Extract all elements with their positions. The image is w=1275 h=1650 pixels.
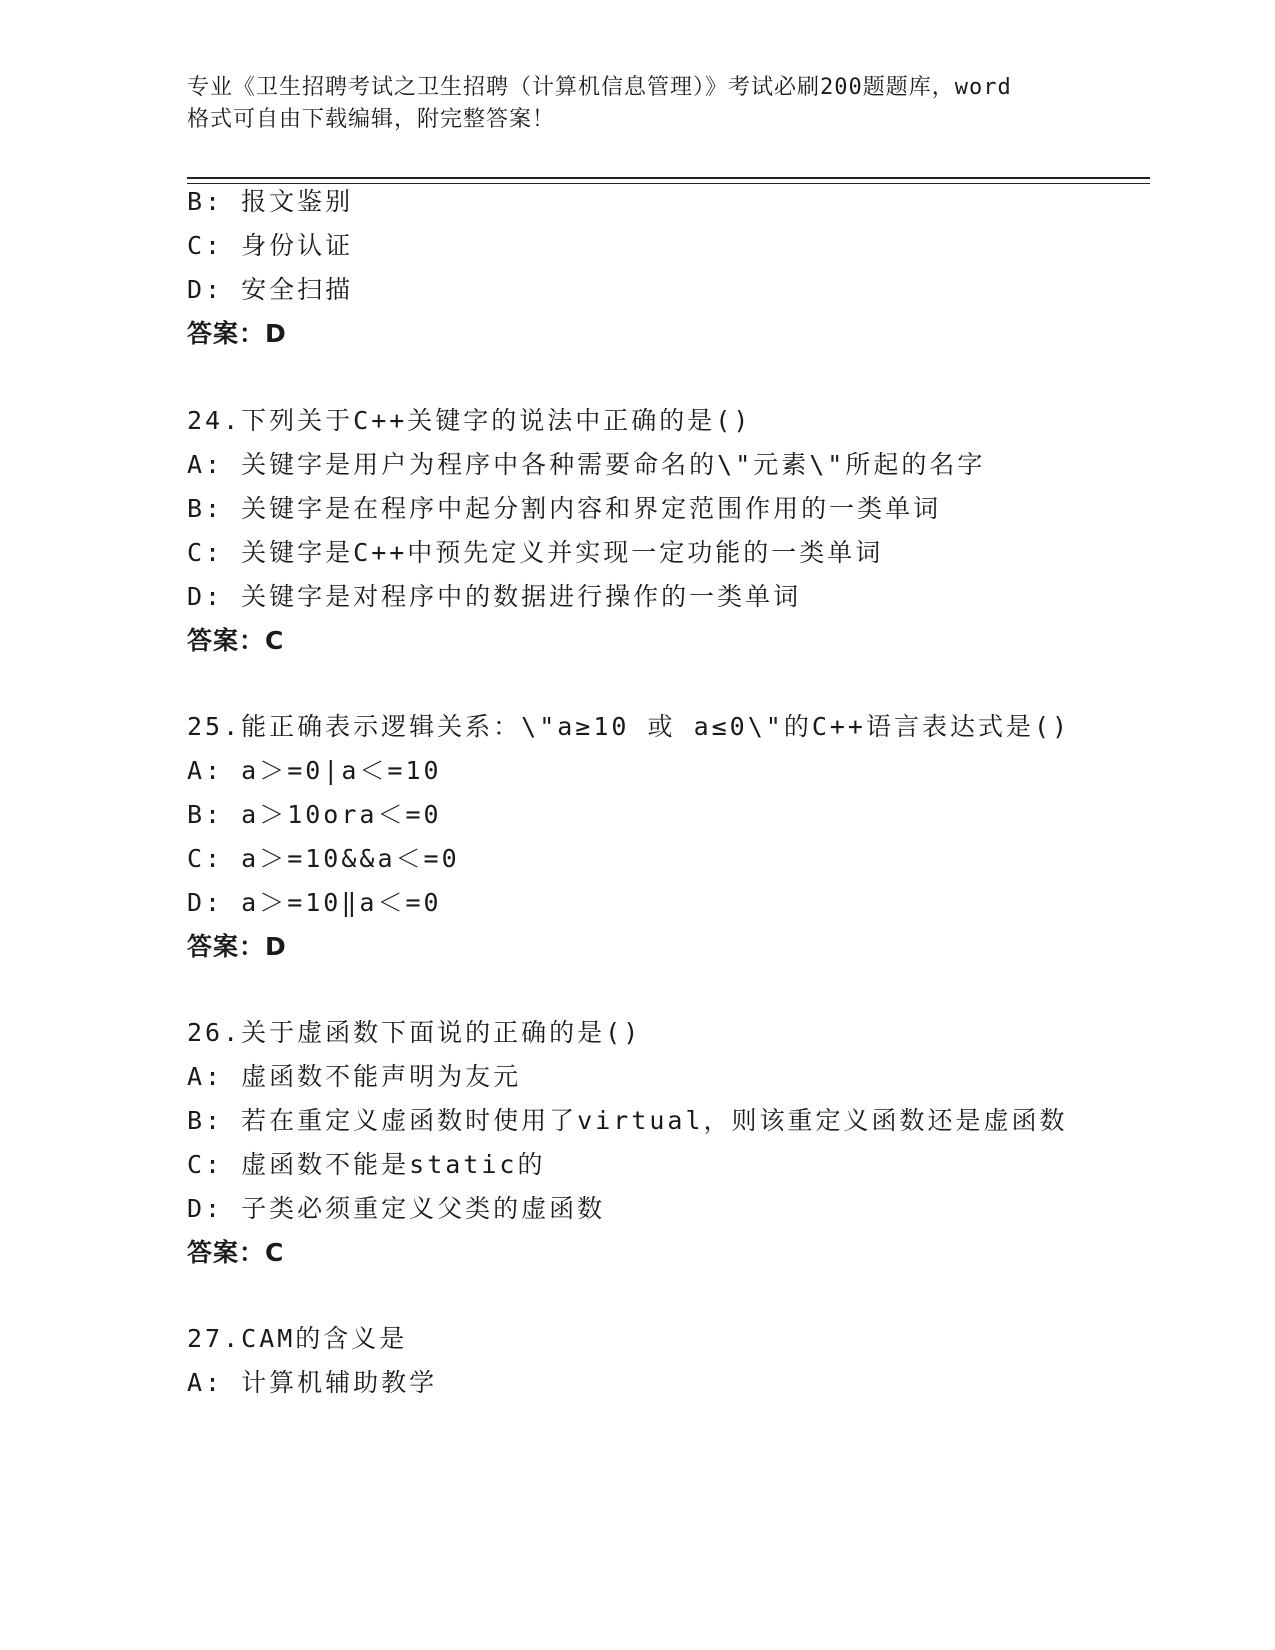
q25-option-a: A: a＞=0|a＜=10 <box>187 756 442 785</box>
q23-option-c: C: 身份认证 <box>187 231 354 260</box>
q26-option-b: B: 若在重定义虚函数时使用了virtual，则该重定义函数还是虚函数 <box>187 1106 1068 1135</box>
q24-option-b: B: 关键字是在程序中起分割内容和界定范围作用的一类单词 <box>187 494 942 523</box>
q27-option-a: A: 计算机辅助教学 <box>187 1368 438 1397</box>
q26-question: 26.关于虚函数下面说的正确的是() <box>187 1018 642 1047</box>
header-line-2: 格式可自由下载编辑，附完整答案！ <box>187 107 556 132</box>
header-divider-thick <box>187 177 1150 179</box>
q25-option-d: D: a＞=10‖a＜=0 <box>187 888 442 917</box>
q24-question: 24.下列关于C++关键字的说法中正确的是() <box>187 406 752 435</box>
q26-option-a: A: 虚函数不能声明为友元 <box>187 1062 522 1091</box>
q26-answer: 答案：C <box>187 1238 285 1267</box>
q25-answer: 答案：D <box>187 932 287 961</box>
header-divider-thin <box>187 183 1150 184</box>
q26-option-c: C: 虚函数不能是static的 <box>187 1150 546 1179</box>
document-header <box>187 72 1087 136</box>
q24-option-a: A: 关键字是用户为程序中各种需要命名的\"元素\"所起的名字 <box>187 450 986 479</box>
q27-question: 27.CAM的含义是 <box>187 1324 408 1353</box>
q25-option-c: C: a＞=10&&a＜=0 <box>187 844 460 873</box>
q24-option-d: D: 关键字是对程序中的数据进行操作的一类单词 <box>187 582 802 611</box>
q25-option-b: B: a＞10ora＜=0 <box>187 800 442 829</box>
q23-option-d: D: 安全扫描 <box>187 275 354 304</box>
q24-option-c: C: 关键字是C++中预先定义并实现一定功能的一类单词 <box>187 538 884 567</box>
q24-answer: 答案：C <box>187 626 285 655</box>
q25-question: 25.能正确表示逻辑关系：\"a≥10 或 a≤0\"的C++语言表达式是() <box>187 712 1071 741</box>
q23-answer: 答案：D <box>187 319 287 348</box>
q23-option-b: B: 报文鉴别 <box>187 187 354 216</box>
q26-option-d: D: 子类必须重定义父类的虚函数 <box>187 1194 606 1223</box>
header-line-1: 专业《卫生招聘考试之卫生招聘（计算机信息管理）》考试必刷200题题库，word <box>187 75 1012 100</box>
